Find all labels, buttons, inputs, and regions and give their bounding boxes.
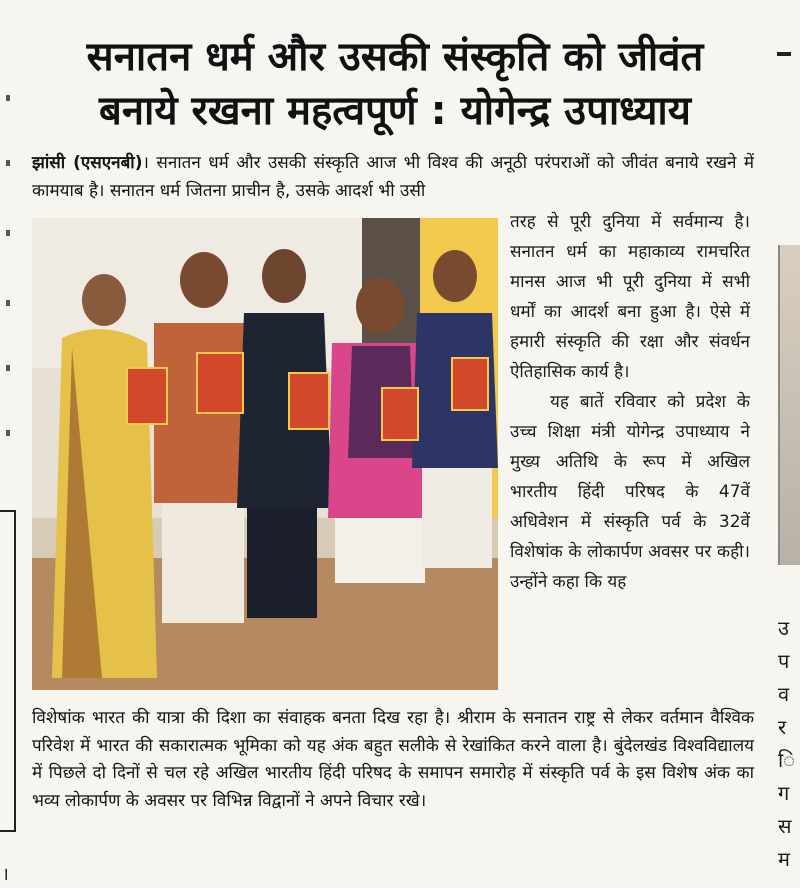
right-letter: व <box>778 682 790 706</box>
side-paragraph-1: तरह से पूरी दुनिया में सर्वमान्य है। सनातन धर्म का महाकाव्य रामचरित मानस आज भी पूरी दुनिया में सभी धर्मों का आदर्श बना हुआ है। ऐसे में हमारी संस्कृति की रक्षा और संवर्धन ऐतिहासिक कार्य है। <box>510 212 750 382</box>
intro-text: । सनातन धर्म और उसकी संस्कृति आज भी विश्व की अनूठी परंपराओं को जीवंत बनाये रखने में कामयाब है। सनातन धर्म जितना प्राचीन है, उसके आदर्श भी उसी <box>32 153 755 201</box>
article-headline <box>40 30 750 138</box>
right-letter: प <box>778 649 790 673</box>
article-side-column <box>510 207 750 597</box>
dateline: झांसी (एसएनबी) <box>32 153 143 173</box>
right-dash <box>777 52 791 56</box>
headline-line-2: बनाये रखना महत्वपूर्ण : योगेन्द्र उपाध्याय <box>99 88 691 134</box>
article-intro <box>32 150 754 205</box>
right-letter: स <box>778 814 792 838</box>
right-letter: म <box>778 847 790 871</box>
event-photo <box>32 218 498 690</box>
headline-line-1: सनातन धर्म और उसकी संस्कृति को जीवंत <box>86 34 704 80</box>
article-tail: विशेषांक भारत की यात्रा की दिशा का संवाहक बनता दिख रहा है। श्रीराम के सनातन राष्ट्र से लेकर वर्तमान वैश्विक परिवेश में भारत की सकारात्मक भूमिका को यह अंक बहुत सलीके से रेखांकित करने वाला है। बुंदेलखंड विश्वविद्यालय में पिछले दो दिनों से चल रहे अखिल भारतीय हिंदी परिषद के समापन समारोह में संस्कृति पर्व के इस विशेष अंक का भव्य लोकार्पण के अवसर पर विभिन्न विद्वानों ने अपने विचार रखे। <box>32 708 754 811</box>
left-edge-fragment: । <box>2 864 9 885</box>
right-letter-column <box>778 612 798 876</box>
right-photo-edge <box>778 245 800 565</box>
left-border-box <box>0 510 16 832</box>
right-letter: र <box>778 715 787 739</box>
right-letter: उ <box>778 616 789 640</box>
right-letter: ि <box>778 748 796 772</box>
event-photo-illustration <box>32 218 498 690</box>
right-column-edge <box>752 0 796 888</box>
right-letter: ग <box>778 781 790 805</box>
side-paragraph-2: यह बातें रविवार को प्रदेश के उच्च शिक्षा मंत्री योगेन्द्र उपाध्याय ने मुख्य अतिथि के रूप में अखिल भारतीय हिंदी परिषद के 47वें अधिवेशन में संस्कृति पर्व के 32वें विशेषांक के लोकार्पण अवसर पर कही। उन्होंने कहा कि यह <box>510 392 750 592</box>
